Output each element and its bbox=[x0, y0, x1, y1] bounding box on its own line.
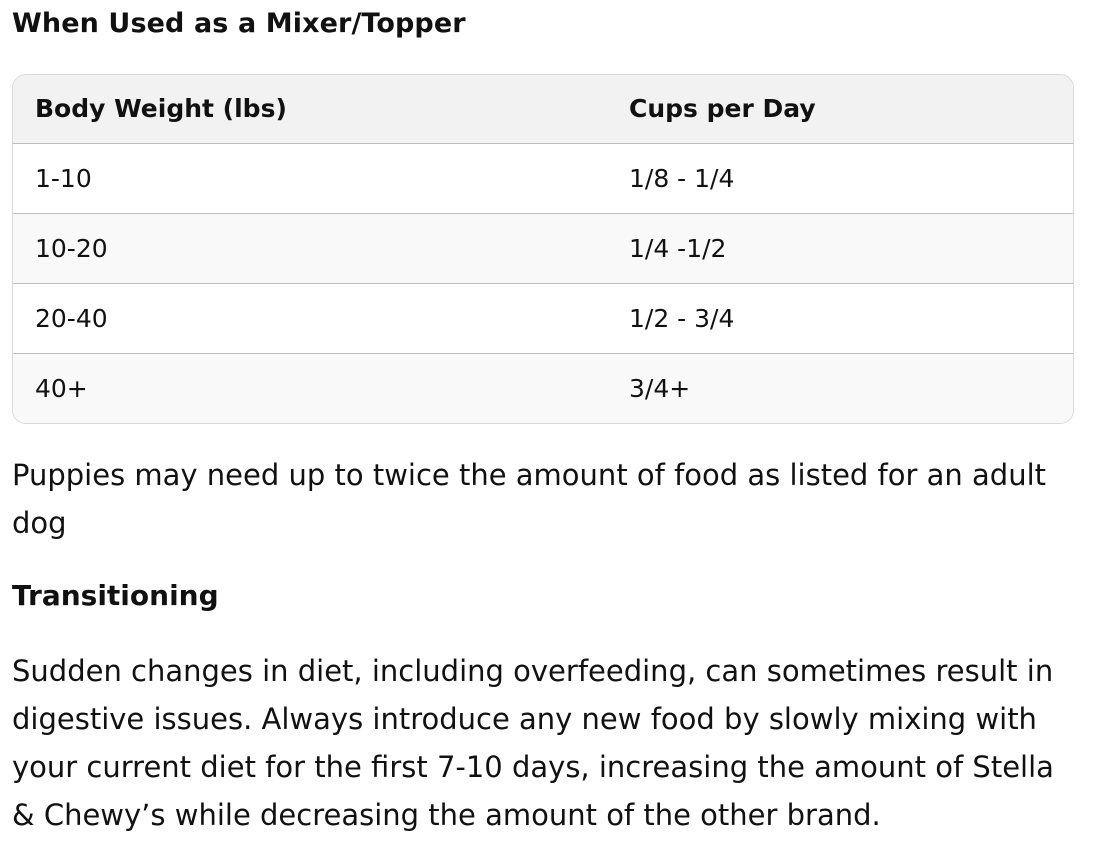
puppy-note: Puppies may need up to twice the amount of food as listed for an adult dog bbox=[12, 458, 1047, 540]
cell-body-weight: 40+ bbox=[35, 373, 88, 403]
transitioning-body: Sudden changes in diet, including overfeeding, can sometimes result in digestive issues. Always introduce any new food by slowly mixing with your current diet for the first 7-10 days, increasing the amount of Stella & Chewy’s while decreasing the amount of the other brand. bbox=[12, 654, 1054, 832]
feeding-table bbox=[13, 75, 1073, 423]
mixer-heading: When Used as a Mixer/Topper bbox=[12, 8, 466, 39]
cell-cups-per-day: 1/4 -1/2 bbox=[607, 213, 1073, 283]
cell-body-weight: 20-40 bbox=[13, 283, 607, 353]
cell-cups-per-day: 1/8 - 1/4 bbox=[607, 143, 1073, 213]
cell-cups-per-day: 3/4+ bbox=[629, 373, 691, 403]
table-row bbox=[13, 353, 1073, 423]
table-row bbox=[13, 213, 1073, 283]
table-row bbox=[13, 283, 1073, 353]
cell-body-weight: 10-20 bbox=[13, 213, 607, 283]
transitioning-heading: Transitioning bbox=[12, 579, 219, 612]
header-body-weight: Body Weight (lbs) bbox=[13, 75, 607, 143]
cell-cups-per-day: 1/2 - 3/4 bbox=[607, 283, 1073, 353]
cell-body-weight: 1-10 bbox=[13, 143, 607, 213]
header-cups-per-day: Cups per Day bbox=[607, 75, 1073, 143]
table-row bbox=[13, 143, 1073, 213]
feeding-table-container bbox=[12, 74, 1074, 424]
table-header-row bbox=[13, 75, 1073, 143]
